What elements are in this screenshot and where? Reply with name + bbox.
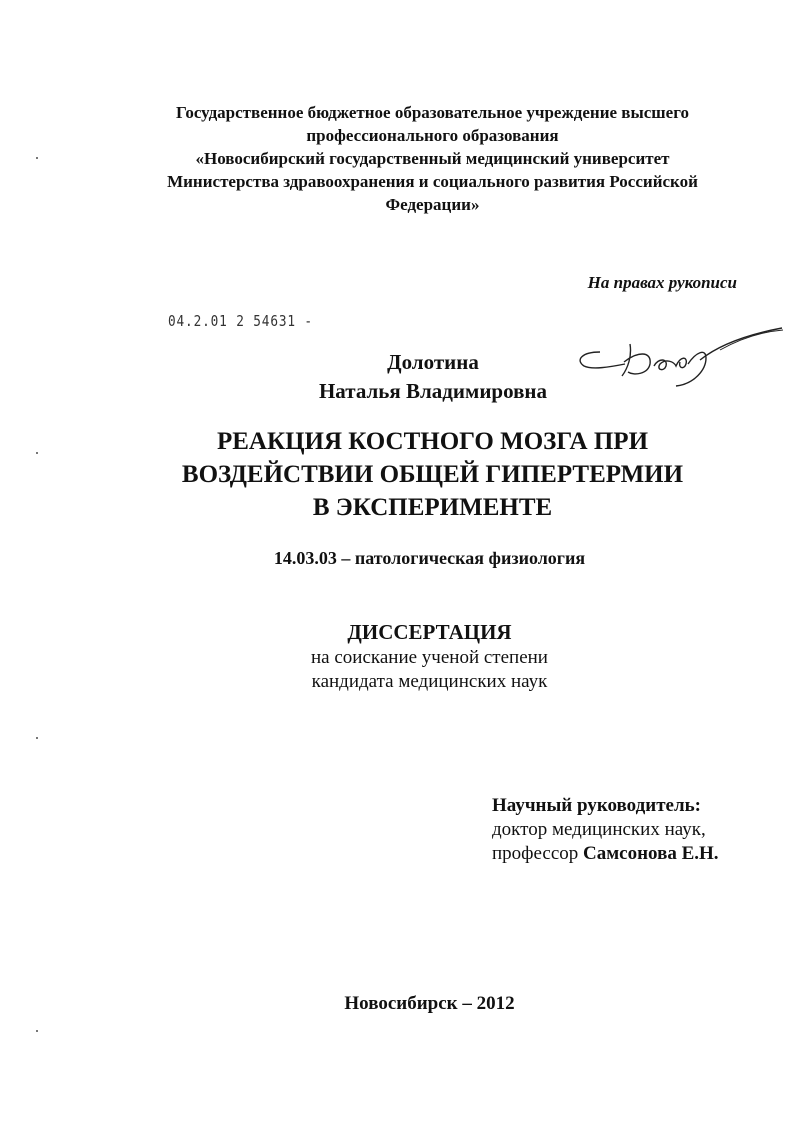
institution-line: Министерства здравоохранения и социального развития Российской <box>167 172 698 191</box>
institution-line: профессионального образования <box>306 126 559 145</box>
title-line: ВОЗДЕЙСТВИИ ОБЩЕЙ ГИПЕРТЕРМИИ <box>181 461 684 488</box>
supervisor-position: профессор <box>492 843 579 864</box>
dissertation-title <box>100 425 765 524</box>
handwritten-signature <box>570 322 785 392</box>
dissertation-heading: ДИССЕРТАЦИЯ <box>347 620 512 644</box>
dissertation-degree <box>30 646 799 694</box>
title-line: В ЭКСПЕРИМЕНТЕ <box>312 494 553 521</box>
scan-mark <box>36 157 38 159</box>
scan-mark <box>36 452 38 454</box>
supervisor-name: Самсонова Е.Н. <box>583 843 719 864</box>
author-surname: Долотина <box>387 350 479 374</box>
specialty-code: 14.03.03 – патологическая физиология <box>273 548 586 568</box>
institution-line: «Новосибирский государственный медицинский университет <box>195 149 670 168</box>
degree-line: кандидата медицинских наук <box>311 671 548 692</box>
stamp-code: 04.2.01 2 54631 - <box>168 312 313 330</box>
institution-line: Федерации» <box>385 195 480 214</box>
institution-line: Государственное бюджетное образовательное учреждение высшего <box>176 103 689 122</box>
city-year: Новосибирск – 2012 <box>344 993 515 1014</box>
institution-header <box>100 101 765 216</box>
scan-mark <box>36 1030 38 1032</box>
supervisor-degree: доктор медицинских наук, <box>492 819 706 840</box>
supervisor-block <box>492 794 719 866</box>
scan-mark <box>36 737 38 739</box>
supervisor-heading: Научный руководитель: <box>492 795 701 816</box>
rights-note: На правах рукописи <box>587 273 737 292</box>
degree-line: на соискание ученой степени <box>311 647 548 668</box>
title-line: РЕАКЦИЯ КОСТНОГО МОЗГА ПРИ <box>216 428 649 455</box>
author-name: Наталья Владимировна <box>318 379 548 403</box>
supervisor-position-line <box>492 842 719 866</box>
